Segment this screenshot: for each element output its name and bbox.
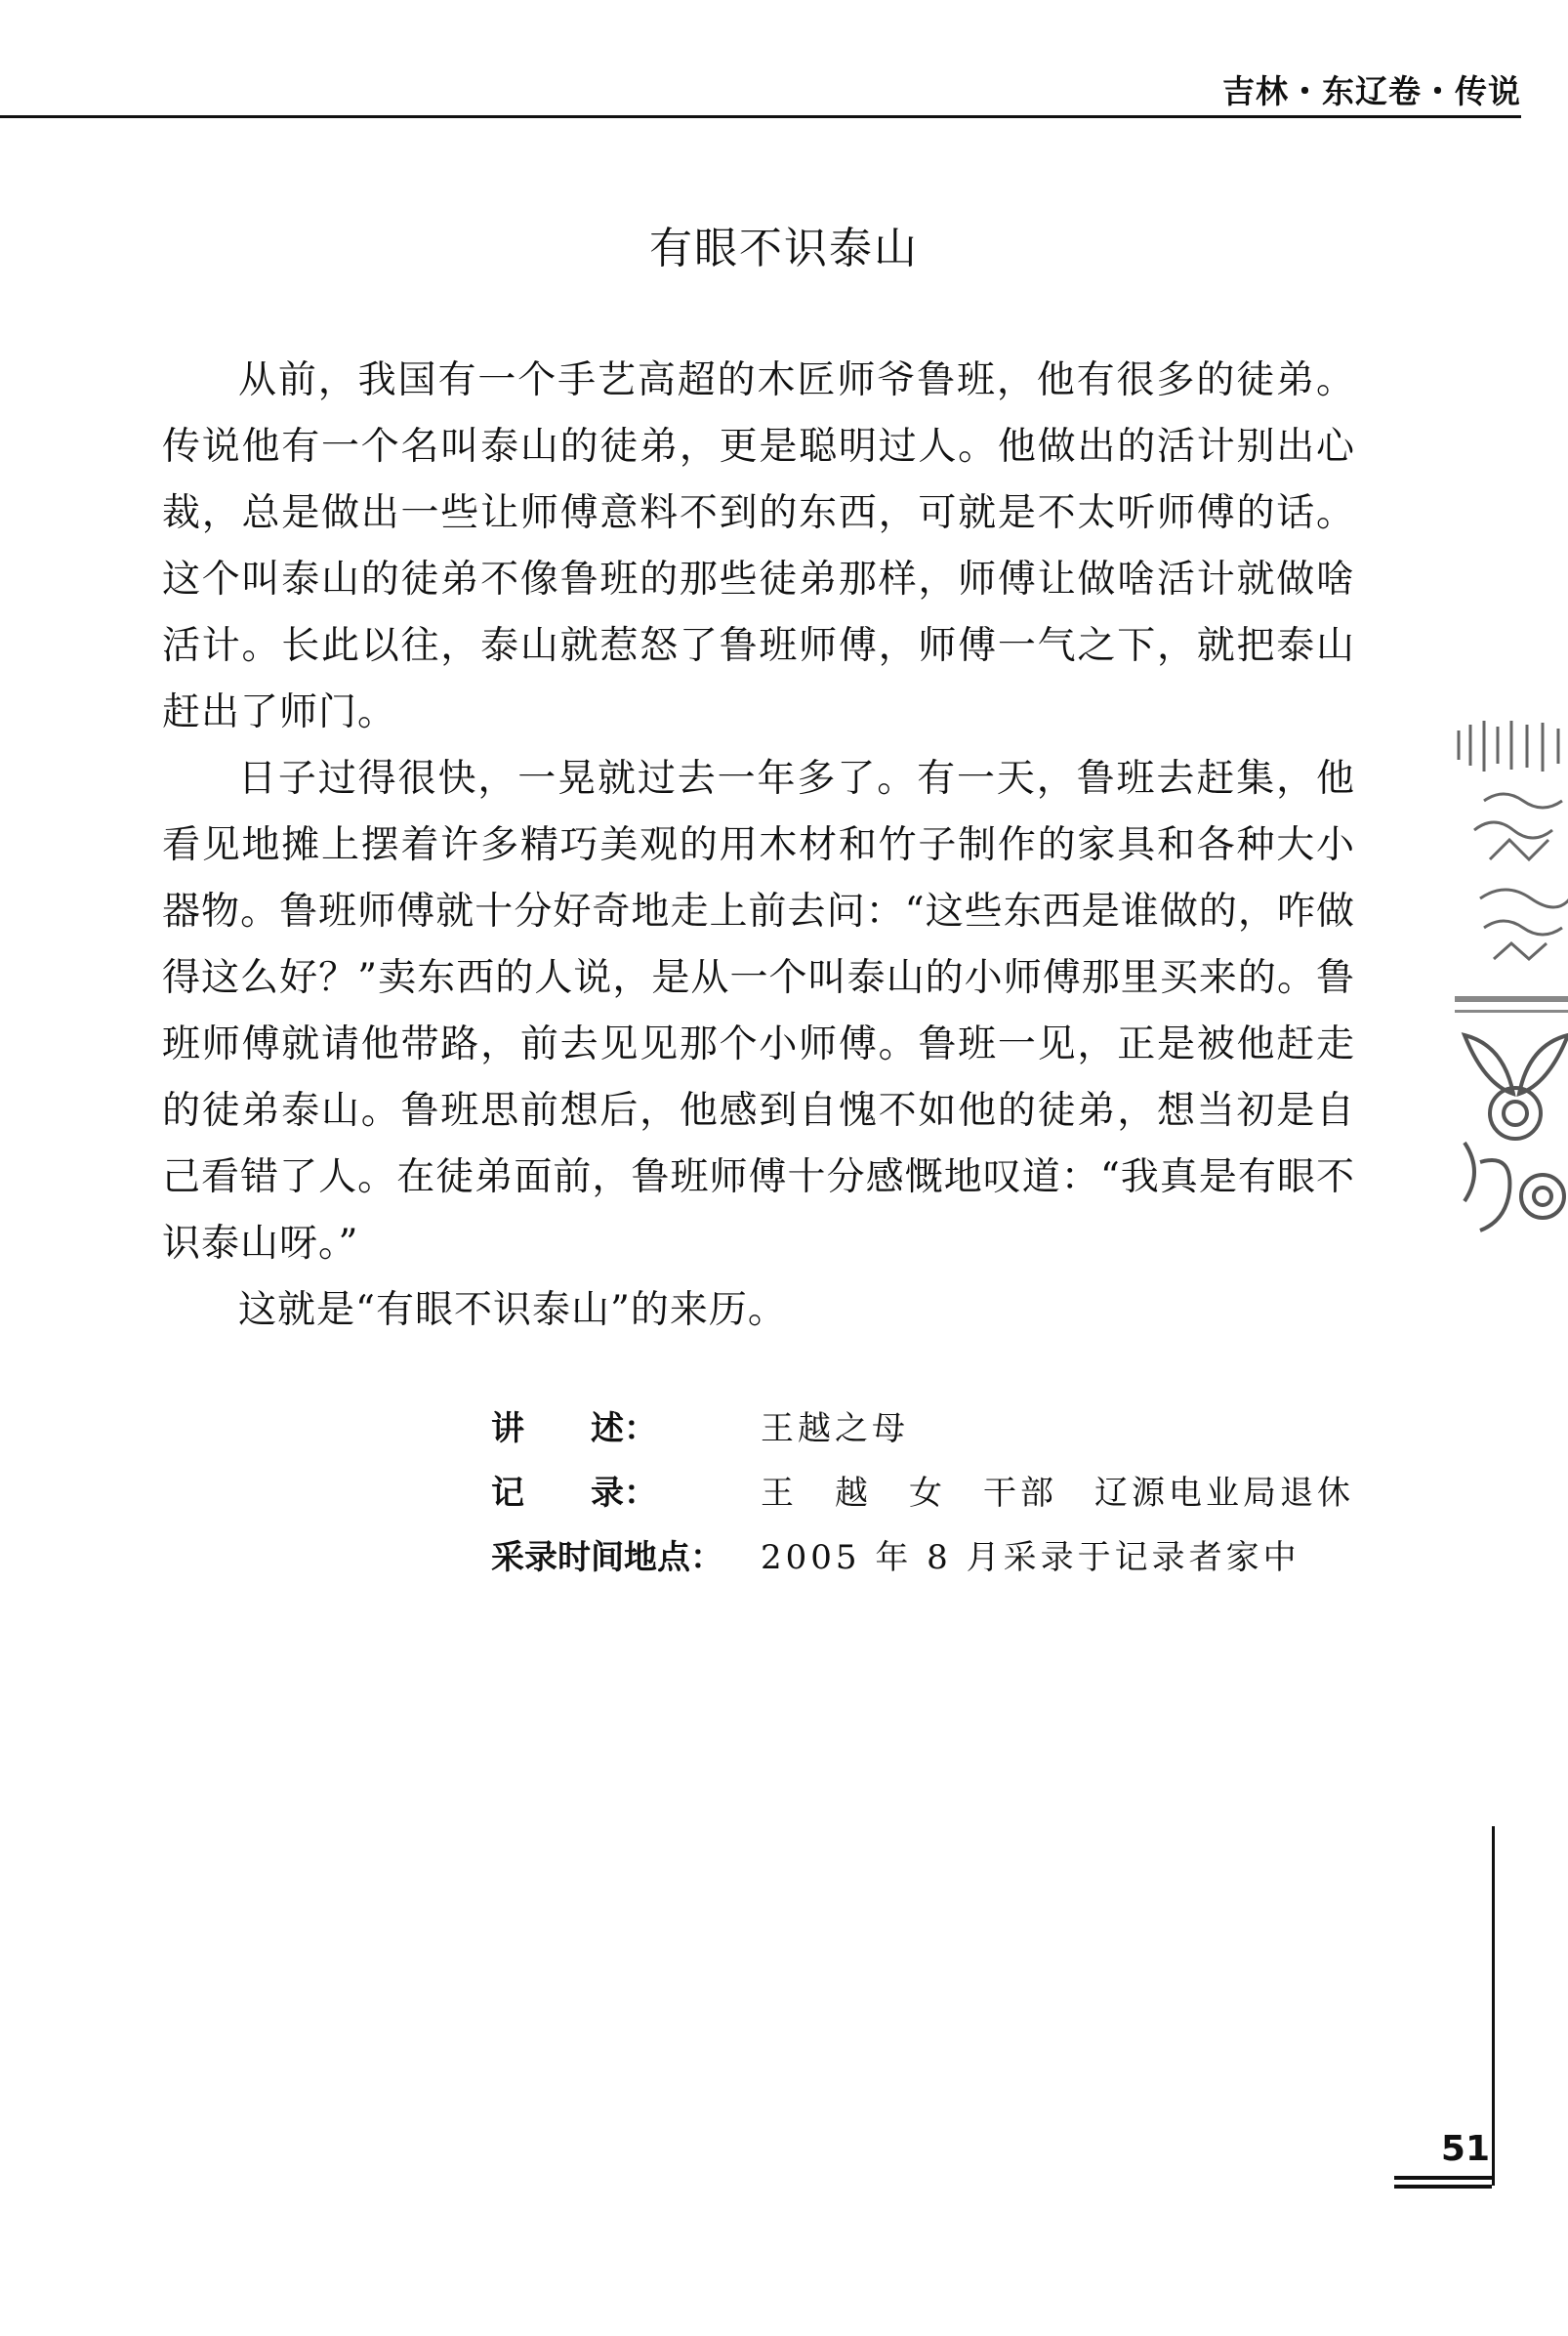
page-number-rules: [1394, 2176, 1492, 2193]
credits-block: [491, 1397, 1354, 1590]
credit-time-place: [491, 1525, 1354, 1590]
margin-rule: [1492, 1826, 1495, 2186]
paragraph-3: 这就是“有眼不识泰山”的来历。: [238, 1288, 787, 1332]
credit-label: 采录时间地点：: [491, 1538, 723, 1577]
paragraph-1: 从前，我国有一个手艺高超的木匠师爷鲁班，他有很多的徒弟。传说他有一个名叫泰山的徒弟，更是聪明过人。他做出的活计别出心裁，总是做出一些让师傅意料不到的东西，可就是不太听师傅的话。这个叫泰山的徒弟不像鲁班的那些徒弟那样，师傅让做啥活计就做啥活计。长此以往，泰山就惹怒了鲁班师傅，师傅一气之下，就把泰山赶出了师门。: [162, 358, 1355, 734]
credit-label: 讲 述：: [491, 1409, 657, 1448]
paragraph-2: 日子过得很快，一晃就过去一年多了。有一天，鲁班去赶集，他看见地摊上摆着许多精巧美观的用木材和竹子制作的家具和各种大小器物。鲁班师傅就十分好奇地走上前去问：“这些东西是谁做的，咋做得这么好？”卖东西的人说，是从一个叫泰山的小师傅那里买来的。鲁班师傅就请他带路，前去见见那个小师傅。鲁班一见，正是被他赶走的徒弟泰山。鲁班思前想后，他感到自愧不如他的徒弟，想当初是自己看错了人。在徒弟面前，鲁班师傅十分感慨地叹道：“我真是有眼不识泰山呀。”: [162, 757, 1355, 1266]
running-head: [0, 61, 1521, 118]
credit-value: 王越之母: [761, 1409, 909, 1448]
page-number: 51: [1440, 2129, 1490, 2169]
credit-label: 记 录：: [491, 1474, 657, 1513]
side-ornament-icon: [1445, 703, 1568, 1250]
credit-narrator: [491, 1397, 1354, 1461]
story-title: 有眼不识泰山: [649, 224, 919, 273]
credit-recorder: [491, 1461, 1354, 1525]
running-head-text: 吉林・东辽卷・传说: [1222, 72, 1521, 110]
credit-value: 2005 年 8 月采录于记录者家中: [761, 1538, 1300, 1577]
story-body: [162, 348, 1355, 1344]
credit-value: 王 越 女 干部 辽源电业局退休: [761, 1474, 1354, 1513]
